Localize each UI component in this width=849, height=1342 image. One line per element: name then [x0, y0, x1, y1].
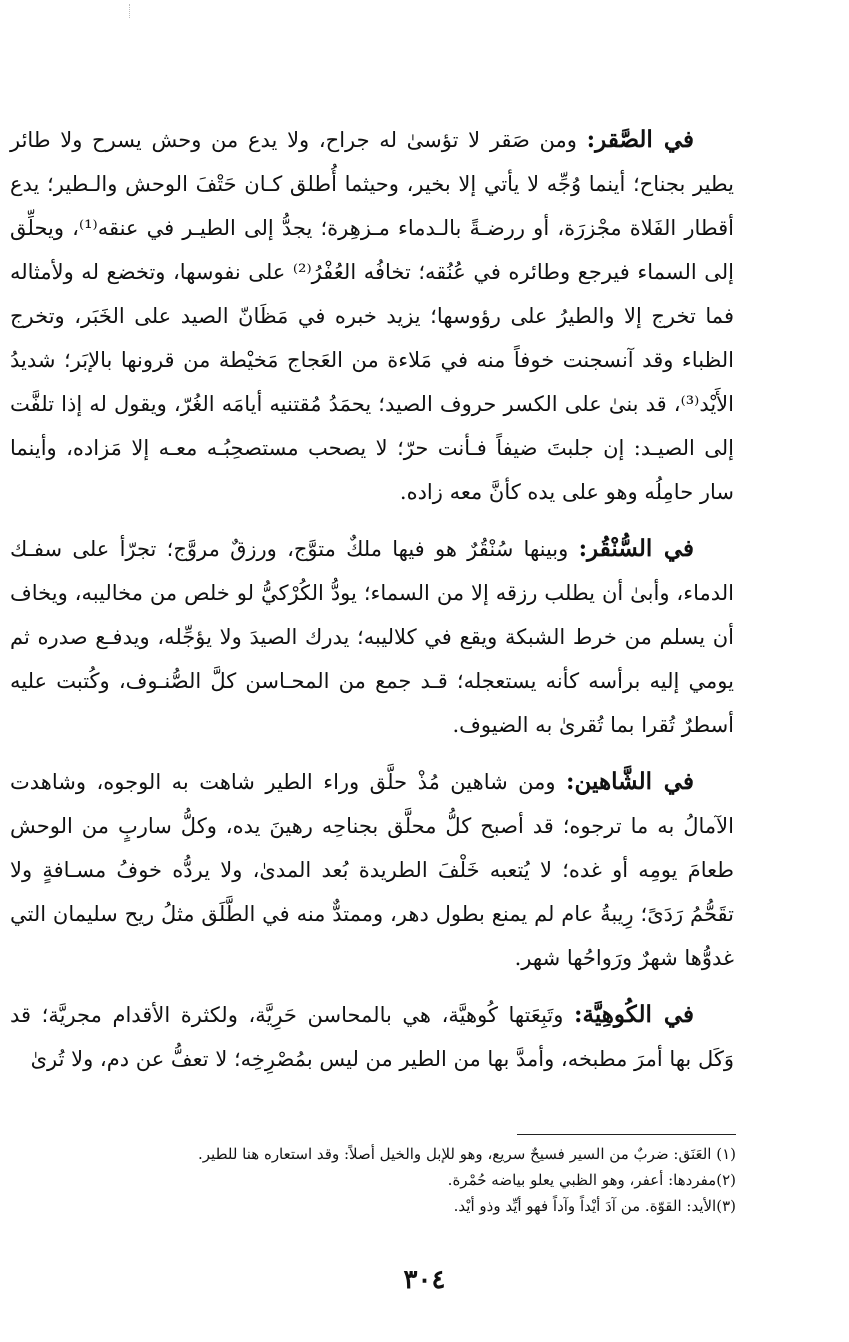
- paragraph-saqr: [10, 118, 734, 514]
- scan-mark: [129, 4, 132, 18]
- footnote-divider: [517, 1134, 736, 1135]
- paragraph-kuhiyya: [10, 993, 734, 1081]
- paragraph-heading: في الشَّاهين:: [566, 768, 694, 795]
- page-number: ٣٠٤: [403, 1265, 446, 1295]
- paragraph-heading: في الصَّقر:: [586, 126, 694, 153]
- paragraph-heading: في السُّنْقُر:: [578, 535, 694, 562]
- footnotes: [20, 1141, 736, 1219]
- paragraph-body: ومن صَقر لا تؤسىٰ له جراح، ولا يدع من وحش يسرح ولا طائر يطير بجناح؛ أينما وُجِّه لا يأتي إلا بخير، وحيثما أُطلق كـان حَتْفَ الوحش والـطير؛ يدع أقطار الفَلاة مجْزرَة، أو ررضـةً بالـدماء مـزهِرة؛ يجدُّ إلى الطيـر في عنقه⁽¹⁾، ويحلِّق إلى السماء فيرجع وطائره في عُنُقه؛ تخافُه العُفْرُ⁽²⁾ على نفوسها، وتخضع له ولأمثاله فما تخرج إلا والطيرُ على رؤوسها؛ يزيد خبره في مَظَانّ الصيد على الخَبَر، وتخرج الظباء وقد آنسجنت خوفاً منه في مَلاءة من العَجاج مَخيْطة من قرونها بالإبَر؛ شديدُ الأَيْد⁽³⁾، قد بنىٰ على الكسر حروف الصيد؛ يحمَدُ مُقتنيه أيامَه الغُرّ، ويقول له إذا تلفَّت إلى الصيـد: إن جلبتَ ضيفاً فـأنت حرّ؛ لا يصحب مستصحِبُـه معـه إلا مَزاده، وأينما سار حامِلُه وهو على يده كأنَّ معه زاده.: [10, 128, 734, 504]
- paragraph-body: وتَبِعَتها كُوهيَّة، هي بالمحاسن حَرِيَّة، ولكثرة الأقدام مجريَّة؛ قد وَكَل بها أمرَ مطبخه، وأمدَّ بها من الطير من ليس بمُصْرِخِه؛ لا تعفُّ عن دم، ولا تُرىٰ: [10, 1003, 734, 1071]
- paragraph-shahin: [10, 760, 734, 980]
- footnote-3: (٣)الأيد: القوّة. من آدَ أيْداً وآداً فهو أيِّد وذو أيْد.: [453, 1197, 736, 1215]
- main-text: [10, 118, 734, 1094]
- paragraph-heading: في الكُوهِيَّة:: [574, 1001, 694, 1028]
- footnote-2: (٢)مفردها: أعفر، وهو الظبي يعلو بياضه حُمْرة.: [447, 1171, 736, 1189]
- paragraph-body: وبينها سُنْقُرٌ هو فيها ملكٌ متوَّج، ورزقٌ مروَّج؛ تجرّأ على سفـك الدماء، وأبىٰ أن يطلب رزقه إلا من السماء؛ يودُّ الكُرْكيُّ لو خلص من مخاليبه، ويخاف أن يسلم من خرط الشبكة ويقع في كلاليبه؛ يدرك الصيدَ ولا يؤجِّله، ويدفـع صدره ثم يومي إليه برأسه كأنه يستعجله؛ قـد جمع من المحـاسن كلَّ الصُّنـوف، وكُتبت عليه أسطرٌ تُقرا بما تُقرىٰ به الضيوف.: [10, 537, 734, 737]
- footnote-1: (١) العَنَق: ضربٌ من السير فسيحٌ سريع، وهو للإبل والخيل أصلاً: وقد استعاره هنا للطير.: [198, 1145, 736, 1163]
- paragraph-body: ومن شاهين مُذْ حلَّق وراء الطير شاهت به الوجوه، وشاهدت الآمالُ به ما ترجوه؛ قد أصبح كلُّ محلَّق بجناحِه رهينَ يده، وكلُّ ساربٍ من الوحش طعامَ يومِه أو غده؛ لا يُتعبه خَلْفَ الطريدة بُعد المدىٰ، ولا يردُّه خوفُ مسـافةٍ ولا تقَحُّمُ رَدَىً؛ رِيبةُ عام لم يمنع بطول دهر، وممتدٌّ منه في الطَّلَق مثلُ ريح سليمان التي غدوُّها شهرٌ ورَواحُها شهر.: [10, 770, 734, 970]
- paragraph-sunqur: [10, 527, 734, 747]
